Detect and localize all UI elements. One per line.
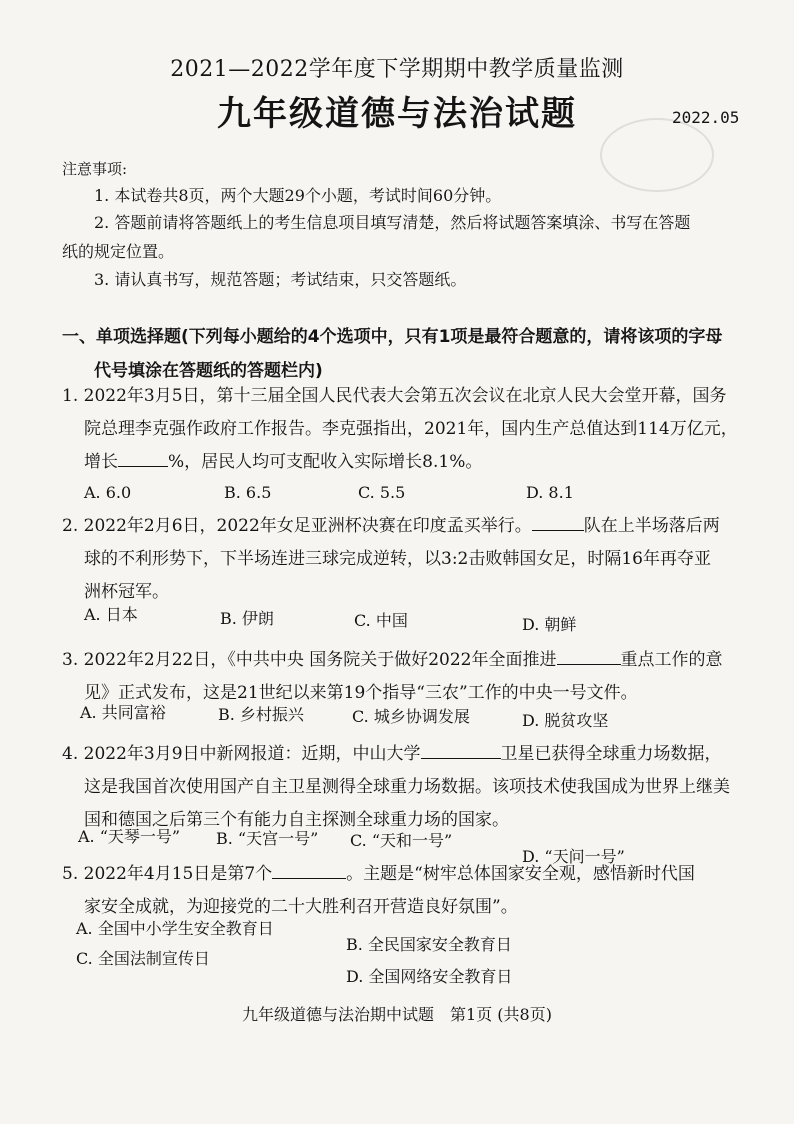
question-text: 。主题是“树牢总体国家安全观，感悟新时代国 xyxy=(346,864,695,884)
option-d: D. 全国网络安全教育日 xyxy=(346,967,513,986)
option-a: A. “天琴一号” xyxy=(78,827,181,846)
question-text: 队在上半场落后两 xyxy=(583,516,720,536)
question-line: 院总理李克强作政府工作报告。李克强指出，2021年，国内生产总值达到114万亿元， xyxy=(84,419,738,439)
question-text: 卫星已获得全球重力场数据， xyxy=(500,744,722,764)
question-5 xyxy=(62,858,742,924)
note-item: 2. 答题前请将答题纸上的考生信息项目填写清楚，然后将试题答案填涂、书写在答题 xyxy=(94,213,691,232)
question-line: 国和德国之后第三个有能力自主探测全球重力场的国家。 xyxy=(84,810,509,830)
answer-blank xyxy=(532,514,584,531)
option-c: C. “天和一号” xyxy=(350,831,453,850)
question-line xyxy=(62,858,742,891)
option-d: D. “天问一号” xyxy=(522,847,625,866)
note-item: 纸的规定位置。 xyxy=(62,242,175,261)
question-text: 重点工作的意 xyxy=(620,650,723,670)
section-heading xyxy=(62,320,742,388)
option-a: A. 共同富裕 xyxy=(80,703,166,722)
question-text: 2. 2022年2月6日，2022年女足亚洲杯决赛在印度孟买举行。 xyxy=(62,516,532,536)
notes-title: 注意事项: xyxy=(62,160,128,178)
option-b: B. “天宫一号” xyxy=(216,829,319,848)
option-a: A. 6.0 xyxy=(84,483,132,502)
option-a: A. 日本 xyxy=(84,605,138,624)
question-text: 4. 2022年3月9日中新网报道：近期，中山大学 xyxy=(62,744,421,764)
question-3 xyxy=(62,644,742,710)
exam-title: 九年级道德与法治试题 xyxy=(217,94,577,134)
option-a: A. 全国中小学生安全教育日 xyxy=(76,919,274,938)
option-d: D. 脱贫攻坚 xyxy=(522,711,609,730)
exam-header: 2021—2022学年度下学期期中教学质量监测 xyxy=(170,57,624,82)
question-line xyxy=(62,446,742,479)
question-text: 3. 2022年2月22日，《中共中央 国务院关于做好2022年全面推进 xyxy=(62,650,557,670)
question-line xyxy=(62,510,742,543)
question-line: 1. 2022年3月5日，第十三届全国人民代表大会第五次会议在北京人民大会堂开幕，国务 xyxy=(62,386,727,406)
answer-blank xyxy=(421,742,501,759)
section-heading-line: 代号填涂在答题纸的答题栏内) xyxy=(94,361,323,381)
question-text: %，居民人均可支配收入实际增长8.1%。 xyxy=(168,452,483,472)
question-line: 见》正式发布，这是21世纪以来第19个指导“三农”工作的中央一号文件。 xyxy=(84,683,638,703)
question-line: 洲杯冠军。 xyxy=(84,582,169,602)
note-item: 1. 本试卷共8页，两个大题29个小题，考试时间60分钟。 xyxy=(94,186,502,205)
answer-blank xyxy=(118,450,168,467)
question-text: 增长 xyxy=(84,452,118,472)
answer-blank xyxy=(272,862,346,879)
option-d: D. 8.1 xyxy=(526,483,574,502)
exam-date: 2022.05 xyxy=(672,108,740,127)
question-line: 这是我国首次使用国产自主卫星测得全球重力场数据。该项技术使我国成为世界上继美 xyxy=(84,777,730,797)
option-c: C. 城乡协调发展 xyxy=(352,707,470,726)
question-line: 球的不利形势下，下半场连进三球完成逆转，以3:2击败韩国女足，时隔16年再夺亚 xyxy=(84,549,711,569)
option-b: B. 全民国家安全教育日 xyxy=(346,935,512,954)
option-b: B. 6.5 xyxy=(224,483,272,502)
option-c: C. 5.5 xyxy=(358,483,406,502)
option-c: C. 全国法制宣传日 xyxy=(76,949,210,968)
option-d: D. 朝鲜 xyxy=(522,615,577,634)
page-footer: 九年级道德与法治期中试题 第1页 (共8页) xyxy=(242,1005,552,1024)
question-4 xyxy=(62,738,742,837)
option-b: B. 伊朗 xyxy=(220,609,274,628)
question-text: 5. 2022年4月15日是第7个 xyxy=(62,864,273,884)
option-c: C. 中国 xyxy=(354,611,408,630)
section-heading-line: 一、单项选择题(下列每小题给的4个选项中，只有1项是最符合题意的，请将该项的字母 xyxy=(62,327,723,347)
question-2 xyxy=(62,510,742,609)
question-line xyxy=(62,644,742,677)
answer-blank xyxy=(557,648,621,665)
option-b: B. 乡村振兴 xyxy=(218,705,304,724)
note-item: 3. 请认真书写，规范答题；考试结束，只交答题纸。 xyxy=(94,270,467,289)
question-1 xyxy=(62,380,742,479)
question-line xyxy=(62,738,742,771)
question-line: 家安全成就，为迎接党的二十大胜利召开营造良好氛围”。 xyxy=(84,897,518,917)
